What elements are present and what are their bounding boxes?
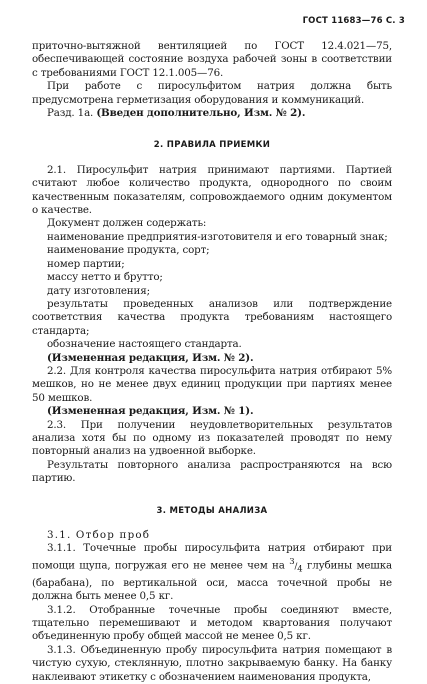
document-item: наименование продукта, сорт; xyxy=(47,244,210,257)
clause-3-1-1 xyxy=(32,542,392,603)
paragraph-ventilation: приточно-вытяжной вентиляцией по ГОСТ 12.4.021—75, обеспечивающей состояние воздуха рабочей зоны в соответствии с требованиями ГОСТ 12.1.005—76. xyxy=(32,40,392,79)
document-contents-intro: Документ должен содержать: xyxy=(47,217,207,230)
paragraph-sealing: При работе с пиросульфитом натрия должна быть предусмотрена герметизация оборудования и коммуникаций. xyxy=(32,80,392,106)
clause-3-1: 3.1. Отбор проб xyxy=(47,529,151,541)
fraction-denominator: 4 xyxy=(297,564,303,575)
section-ref: Разд. 1а. xyxy=(47,107,94,120)
clause-2-1: 2.1. Пиросульфит натрия принимают партиями. Партией считают любое количество продукта, однородного по своим качественным показателям, сопровождаемого одним документом о качестве. xyxy=(32,163,392,217)
clause-2-3: 2.3. При получении неудовлетворительных результатов анализа хотя бы по одному из показателей проводят по нему повторный анализ на удвоенной выборке. xyxy=(32,418,392,458)
amendment-note-1: (Измененная редакция, Изм. № 1). xyxy=(47,405,254,418)
fraction-slash: / xyxy=(294,561,298,572)
document-item: обозначение настоящего стандарта. xyxy=(47,338,242,351)
clause-2-3-results: Результаты повторного анализа распространяются на всю партию. xyxy=(32,458,392,485)
clause-3-1-1-start: 3.1.1. Точечные пробы пиросульфита натрия отбирают при помощи щупа, погружая его не менее чем на xyxy=(32,542,392,572)
amendment-note-2: (Измененная редакция, Изм. № 2). xyxy=(47,351,254,364)
running-header: ГОСТ 11683—76 С. 3 xyxy=(302,16,405,26)
section-2-heading: 2. ПРАВИЛА ПРИЕМКИ xyxy=(153,140,271,151)
document-item: дату изготовления; xyxy=(47,284,150,297)
document-item: наименование предприятия-изготовителя и его товарный знак; xyxy=(47,230,388,243)
clause-3-1-2: 3.1.2. Отобранные точечные пробы соединяют вместе, тщательно перемешивают и методом квартования получают объединенную пробу общей массой не менее 0,5 кг. xyxy=(32,603,392,643)
clause-3-1-1-end: глубины мешка (барабана), по вертикальной оси, масса точечной пробы не должна быть менее 0,5 кг. xyxy=(32,559,392,603)
paragraph-section-note xyxy=(32,107,392,120)
section-3-heading: 3. МЕТОДЫ АНАЛИЗА xyxy=(156,505,268,516)
amendment-note: (Введен дополнительно, Изм. № 2). xyxy=(96,107,306,120)
document-item: массу нетто и брутто; xyxy=(47,271,163,284)
clause-2-2: 2.2. Для контроля качества пиросульфита натрия отбирают 5% мешков, но не менее двух единиц продукции при партиях менее 50 мешков. xyxy=(32,364,392,404)
document-body xyxy=(32,40,392,684)
fraction-numerator: 3 xyxy=(289,556,295,567)
document-item: номер партии; xyxy=(47,257,125,270)
clause-3-1-3: 3.1.3. Объединенную пробу пиросульфита натрия помещают в чистую сухую, стеклянную, плотно закрываемую банку. На банку наклеивают этикетку с обозначением наименования продукта, xyxy=(32,643,392,683)
document-item: результаты проведенных анализов или подтверждение соответствия качества продукта требованиям настоящего стандарта; xyxy=(32,297,392,337)
